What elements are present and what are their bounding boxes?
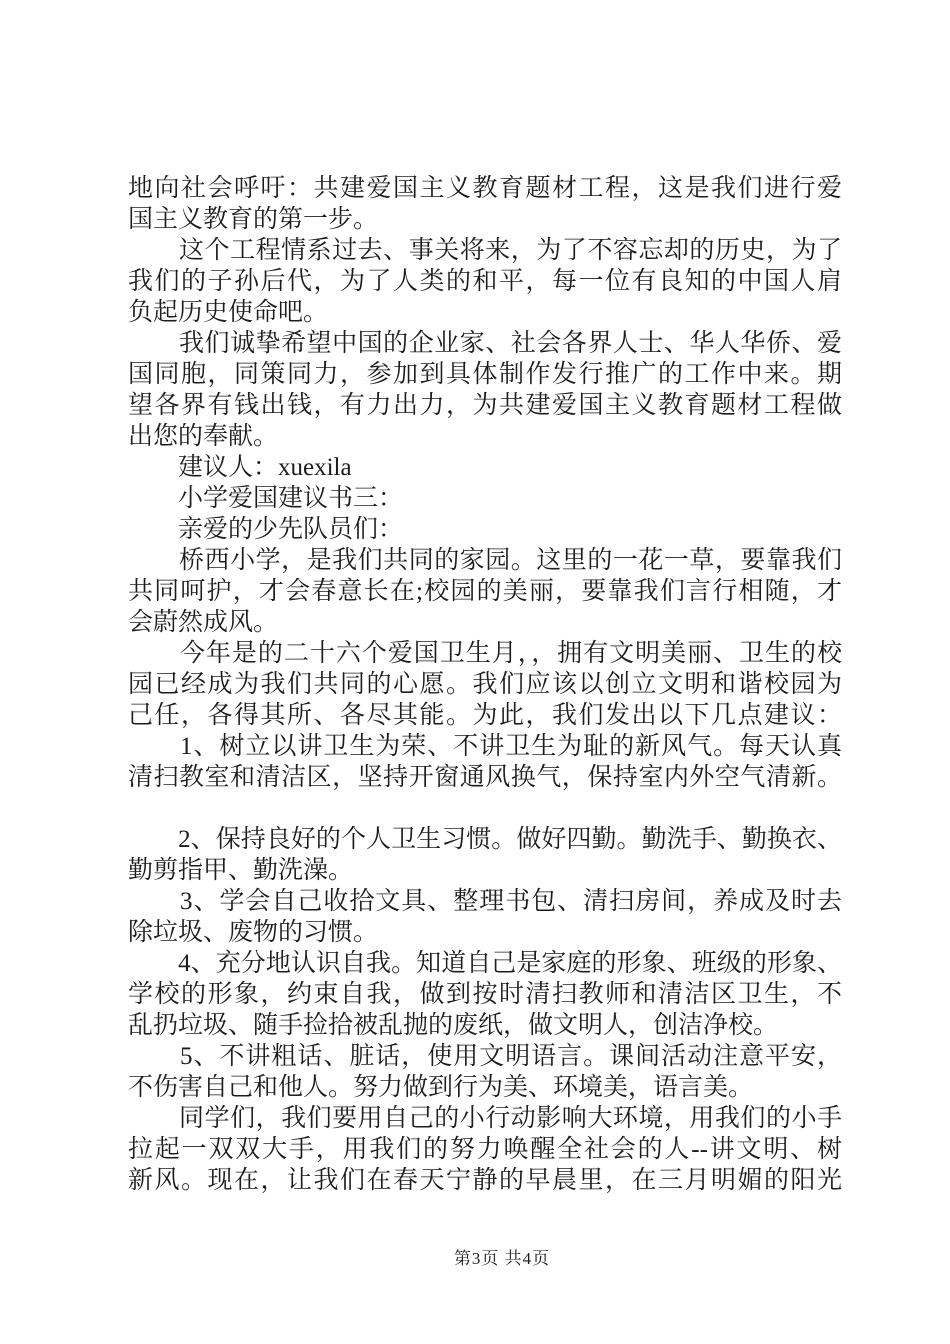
document-body [128,173,842,1196]
text-line: 小学爱国建议书三： [128,485,404,512]
text-line: 同学们，我们要用自己的小行动影响大环境，用我们的小手 [128,1105,842,1132]
text-line: 亲爱的少先队员们： [128,516,404,543]
text-line: 乱扔垃圾、随手捡拾被乱抛的废纸，做文明人，创洁净校。 [128,1012,779,1039]
text-line: 负起历史使命吧。 [128,299,329,326]
text-line: 国同胞，同策同力，参加到具体制作发行推广的工作中来。期 [128,361,842,388]
text-line: 2、保持良好的个人卫生习惯。做好四勤。勤洗手、勤换衣、 [128,826,842,853]
text-line: 5、不讲粗话、脏话，使用文明语言。课间活动注意平安， [128,1043,842,1070]
text-line: 不伤害自己和他人。努力做到行为美、环境美，语言美。 [128,1074,754,1101]
text-line: 我们的子孙后代，为了人类的和平，每一位有良知的中国人肩 [128,268,842,295]
text-line: 今年是的二十六个爱国卫生月，，拥有文明美丽、卫生的校 [128,640,842,667]
text-line: 我们诚挚希望中国的企业家、社会各界人士、华人华侨、爱 [128,330,842,357]
text-line: 地向社会呼吁：共建爱国主义教育题材工程，这是我们进行爱 [128,175,842,202]
text-line: 己任，各得其所、各尽其能。为此，我们发出以下几点建议： [128,702,842,729]
text-line: 1、树立以讲卫生为荣、不讲卫生为耻的新风气。每天认真 [128,733,842,760]
text-line: 出您的奉献。 [128,423,279,450]
text-line: 建议人：xuexila [128,454,352,481]
text-line: 国主义教育的第一步。 [128,206,379,233]
text-line: 3、学会自己收拾文具、整理书包、清扫房间，养成及时去 [128,888,842,915]
text-line [128,793,842,824]
text-line: 4、充分地认识自我。知道自己是家庭的形象、班级的形象、 [128,950,842,977]
text-line: 桥西小学，是我们共同的家园。这里的一花一草，要靠我们 [128,547,842,574]
text-line: 勤剪指甲、勤洗澡。 [128,857,354,884]
text-line: 望各界有钱出钱，有力出力，为共建爱国主义教育题材工程做 [128,392,842,419]
text-line: 新风。现在，让我们在春天宁静的早晨里，在三月明媚的阳光 [128,1167,842,1194]
text-line: 清扫教室和清洁区，坚持开窗通风换气，保持室内外空气清新。 [128,764,842,791]
page-number: 第3页 共4页 [453,1249,551,1268]
text-line: 学校的形象，约束自我，做到按时清扫教师和清洁区卫生，不 [128,981,842,1008]
text-line: 拉起一双双大手，用我们的努力唤醒全社会的人--讲文明、树 [128,1136,842,1163]
page-footer [0,1244,950,1269]
text-line: 园已经成为我们共同的心愿。我们应该以创立文明和谐校园为 [128,671,842,698]
text-line: 共同呵护，才会春意长在;校园的美丽，要靠我们言行相随，才 [128,578,842,605]
text-line: 这个工程情系过去、事关将来，为了不容忘却的历史，为了 [128,237,842,264]
text-line: 除垃圾、废物的习惯。 [128,919,379,946]
text-line: 会蔚然成风。 [128,609,279,636]
